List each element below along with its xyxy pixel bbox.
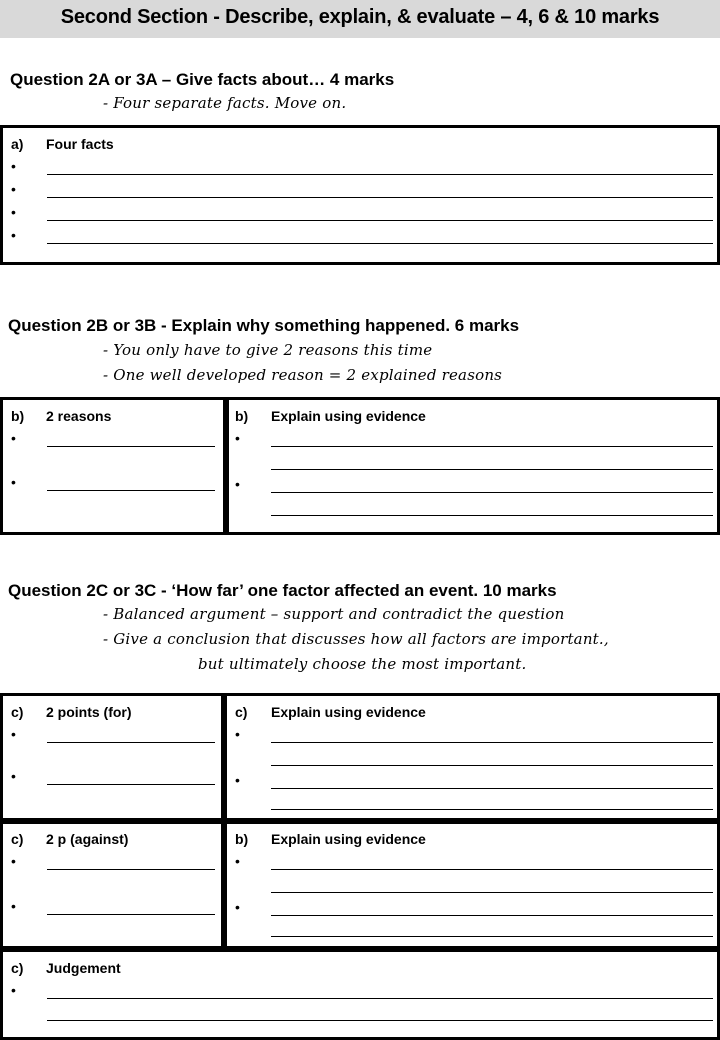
bullet: •	[11, 898, 16, 914]
question-2c-title: Question 2C or 3C - ‘How far’ one factor affected an event. 10 marks	[8, 581, 557, 600]
box-letter: b)	[235, 408, 249, 424]
section-title: Second Section - Describe, explain, & evaluate – 4, 6 & 10 marks	[60, 6, 660, 28]
question-2b-note: - You only have to give 2 reasons this time	[103, 341, 433, 359]
bullet: •	[11, 181, 16, 197]
answer-line[interactable]	[47, 784, 215, 785]
bullet: •	[11, 158, 16, 174]
box-label: 2 reasons	[46, 408, 112, 424]
bullet: •	[11, 227, 16, 243]
box-letter: b)	[11, 408, 25, 424]
answer-line[interactable]	[47, 243, 713, 244]
section-header	[0, 0, 720, 38]
two-reasons-box	[0, 397, 226, 535]
explain-evidence-box	[226, 397, 720, 535]
answer-line[interactable]	[271, 492, 713, 493]
box-label: Judgement	[46, 960, 121, 976]
answer-line[interactable]	[271, 469, 713, 470]
question-2c-note: but ultimately choose the most important.	[198, 655, 527, 673]
against-explain-evidence-box	[224, 821, 720, 949]
answer-line[interactable]	[47, 446, 215, 447]
answer-line[interactable]	[271, 936, 713, 937]
answer-line[interactable]	[271, 869, 713, 870]
box-letter: c)	[11, 960, 24, 976]
question-2b-title: Question 2B or 3B - Explain why something happened. 6 marks	[8, 316, 520, 335]
bullet: •	[11, 768, 16, 784]
answer-line[interactable]	[47, 914, 215, 915]
answer-line[interactable]	[47, 490, 215, 491]
box-label: 2 p (against)	[46, 831, 129, 847]
answer-line[interactable]	[271, 446, 713, 447]
question-2a-title: Question 2A or 3A – Give facts about… 4 marks	[10, 70, 395, 89]
answer-line[interactable]	[271, 765, 713, 766]
box-letter: c)	[235, 704, 248, 720]
question-2c-note: - Give a conclusion that discusses how all factors are important.,	[103, 630, 609, 648]
box-letter: c)	[11, 831, 24, 847]
four-facts-box	[0, 125, 720, 265]
answer-line[interactable]	[47, 742, 215, 743]
bullet: •	[235, 899, 240, 915]
answer-line[interactable]	[47, 174, 713, 175]
judgement-box	[0, 949, 720, 1040]
box-label: 2 points (for)	[46, 704, 132, 720]
bullet: •	[235, 726, 240, 742]
bullet: •	[11, 204, 16, 220]
question-2a-note: - Four separate facts. Move on.	[103, 94, 347, 112]
bullet: •	[235, 430, 240, 446]
box-letter: a)	[11, 136, 24, 152]
answer-line[interactable]	[47, 1020, 713, 1021]
answer-line[interactable]	[271, 809, 713, 810]
points-against-box	[0, 821, 224, 949]
bullet: •	[235, 476, 240, 492]
bullet: •	[235, 853, 240, 869]
answer-line[interactable]	[47, 197, 713, 198]
answer-line[interactable]	[271, 915, 713, 916]
answer-line[interactable]	[47, 869, 215, 870]
answer-line[interactable]	[271, 742, 713, 743]
bullet: •	[11, 853, 16, 869]
box-label: Four facts	[46, 136, 114, 152]
box-label: Explain using evidence	[271, 408, 426, 424]
answer-line[interactable]	[271, 515, 713, 516]
bullet: •	[11, 726, 16, 742]
points-for-box	[0, 693, 224, 821]
bullet: •	[11, 430, 16, 446]
bullet: •	[11, 982, 16, 998]
bullet: •	[235, 772, 240, 788]
bullet: •	[11, 474, 16, 490]
answer-line[interactable]	[47, 998, 713, 999]
box-label: Explain using evidence	[271, 704, 426, 720]
for-explain-evidence-box	[224, 693, 720, 821]
box-label: Explain using evidence	[271, 831, 426, 847]
answer-line[interactable]	[47, 220, 713, 221]
answer-line[interactable]	[271, 788, 713, 789]
box-letter: c)	[11, 704, 24, 720]
box-letter: b)	[235, 831, 249, 847]
answer-line[interactable]	[271, 892, 713, 893]
question-2b-note: - One well developed reason = 2 explained reasons	[103, 366, 503, 384]
question-2c-note: - Balanced argument – support and contradict the question	[103, 605, 565, 623]
